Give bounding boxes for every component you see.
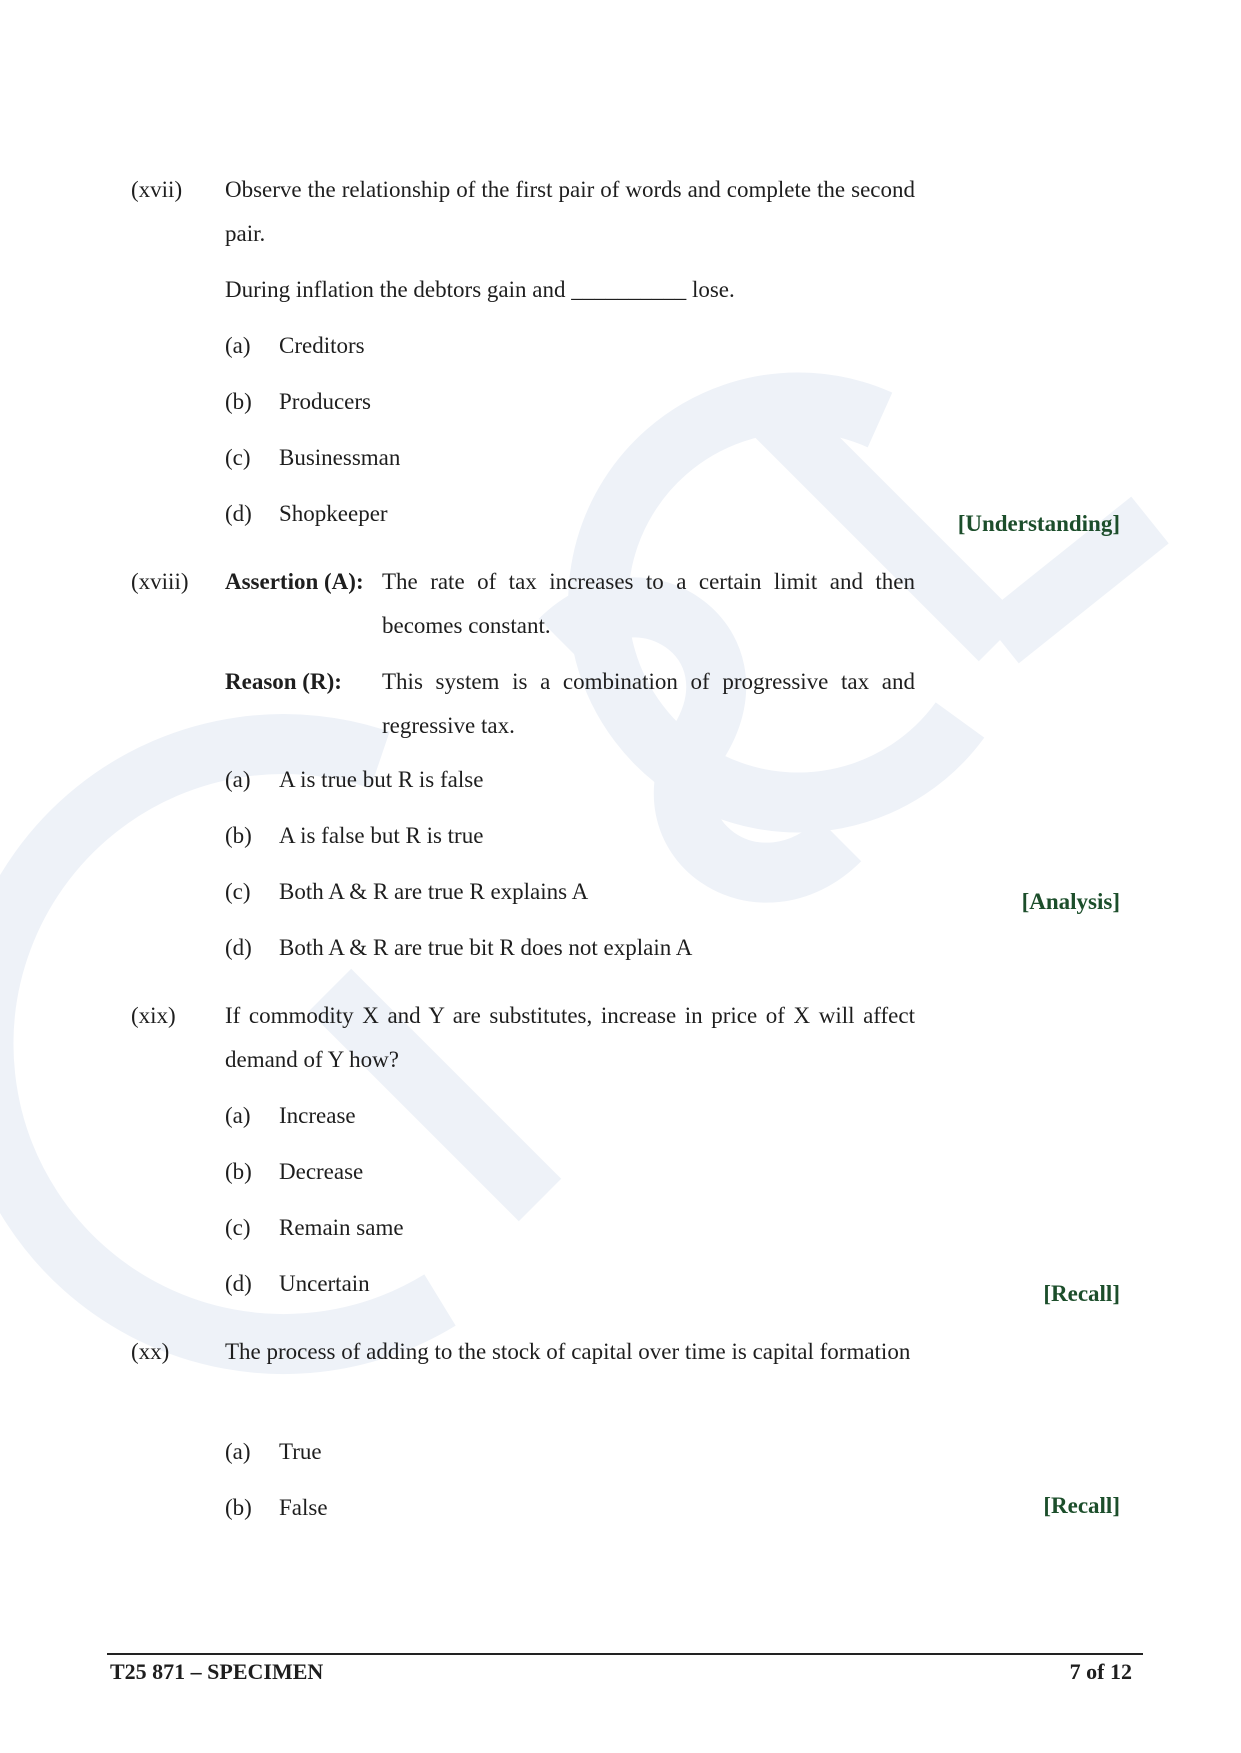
option-label: (c) <box>225 445 251 470</box>
option-item <box>225 1262 370 1306</box>
page-number: 7 of 12 <box>1069 1659 1132 1684</box>
answer-blank: __________ <box>571 277 687 302</box>
option-label: (d) <box>225 1271 252 1296</box>
option-text: False <box>279 1495 328 1520</box>
cognitive-level-tag: [Recall] <box>1043 1493 1120 1518</box>
option-item <box>225 758 483 802</box>
option-text: Increase <box>279 1103 356 1128</box>
option-text: True <box>279 1439 322 1464</box>
option-item <box>225 814 483 858</box>
question-text: The process of adding to the stock of capital over time is capital formation <box>225 1339 911 1364</box>
question-text: If commodity X and Y are substitutes, increase in price of X will affect demand of Y how? <box>225 1003 915 1072</box>
reason-text: This system is a combination of progressive tax and regressive tax. <box>382 669 915 738</box>
question-subtext-row <box>225 268 735 312</box>
question-subtext-end: lose. <box>691 277 735 302</box>
option-text: Producers <box>279 389 371 414</box>
option-text: Uncertain <box>279 1271 370 1296</box>
cognitive-level-tag: [Analysis] <box>1021 889 1120 914</box>
assertion-text: The rate of tax increases to a certain limit and then becomes constant. <box>382 569 915 638</box>
option-item <box>225 1150 363 1194</box>
option-item <box>225 1206 404 1250</box>
option-label: (b) <box>225 823 252 848</box>
option-text: Decrease <box>279 1159 364 1184</box>
option-text: Both A & R are true R explains A <box>279 879 589 904</box>
option-item <box>225 436 400 480</box>
option-text: A is true but R is false <box>279 767 484 792</box>
question-number: (xviii) <box>131 569 189 594</box>
option-label: (b) <box>225 389 252 414</box>
option-label: (b) <box>225 1159 252 1184</box>
question-text: Observe the relationship of the first pair of words and complete the second pair. <box>225 177 915 246</box>
question-number: (xix) <box>131 1003 176 1028</box>
option-label: (a) <box>225 1103 251 1128</box>
option-label: (a) <box>225 1439 251 1464</box>
option-text: Creditors <box>279 333 365 358</box>
cognitive-level-tag: [Understanding] <box>957 511 1120 536</box>
option-label: (b) <box>225 1495 252 1520</box>
option-item <box>225 870 588 914</box>
option-text: Businessman <box>279 445 401 470</box>
question-number: (xx) <box>131 1339 170 1364</box>
option-text: Shopkeeper <box>279 501 388 526</box>
option-text: Both A & R are true bit R does not explain A <box>279 935 693 960</box>
question-number: (xvii) <box>131 177 183 202</box>
paper-code: T25 871 – SPECIMEN <box>110 1659 324 1684</box>
reason-label: Reason (R): <box>225 669 342 694</box>
option-label: (d) <box>225 935 252 960</box>
option-label: (a) <box>225 767 251 792</box>
option-item <box>225 1486 328 1530</box>
option-label: (a) <box>225 333 251 358</box>
option-item <box>225 926 692 970</box>
cognitive-level-tag: [Recall] <box>1043 1281 1120 1306</box>
option-item <box>225 324 365 368</box>
question-subtext: During inflation the debtors gain and <box>225 277 566 302</box>
option-item <box>225 492 388 536</box>
option-item <box>225 380 371 424</box>
option-label: (c) <box>225 879 251 904</box>
option-text: A is false but R is true <box>279 823 484 848</box>
option-item <box>225 1430 322 1474</box>
assertion-label: Assertion (A): <box>225 569 364 594</box>
option-text: Remain same <box>279 1215 404 1240</box>
option-label: (c) <box>225 1215 251 1240</box>
option-item <box>225 1094 356 1138</box>
option-label: (d) <box>225 501 252 526</box>
